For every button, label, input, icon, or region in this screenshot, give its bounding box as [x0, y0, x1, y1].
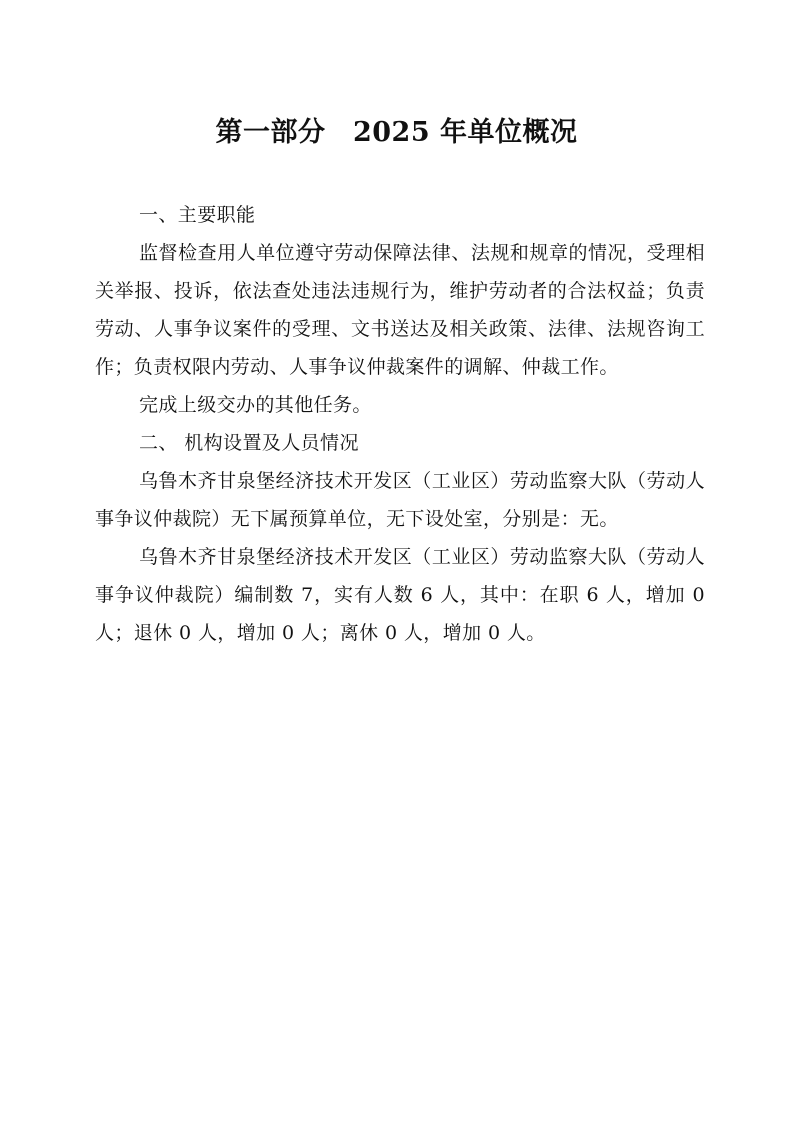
document-body [95, 196, 705, 652]
section-heading: 一、主要职能 [139, 204, 256, 226]
paragraph: 监督检查用人单位遵守劳动保障法律、法规和规章的情况，受理相关举报、投诉，依法查处违法违规行为，维护劳动者的合法权益；负责劳动、人事争议案件的受理、文书送达及相关政策、法律、法规咨询工作；负责权限内劳动、人事争议仲裁案件的调解、仲裁工作。 [95, 242, 705, 378]
section-organization-staffing [95, 424, 705, 652]
page-title: 第一部分 2025 年单位概况 [215, 117, 578, 148]
paragraph: 乌鲁木齐甘泉堡经济技术开发区（工业区）劳动监察大队（劳动人事争议仲裁院）编制数 7，实有人数 6 人，其中：在职 6 人，增加 0 人；退休 0 人，增加 0 人；离休 0 人，增加 0 人。 [95, 546, 705, 644]
section-heading: 二、 机构设置及人员情况 [139, 432, 359, 454]
paragraph: 乌鲁木齐甘泉堡经济技术开发区（工业区）劳动监察大队（劳动人事争议仲裁院）无下属预算单位，无下设处室，分别是：无。 [95, 470, 705, 530]
section-main-functions [95, 196, 705, 424]
paragraph: 完成上级交办的其他任务。 [139, 394, 372, 416]
